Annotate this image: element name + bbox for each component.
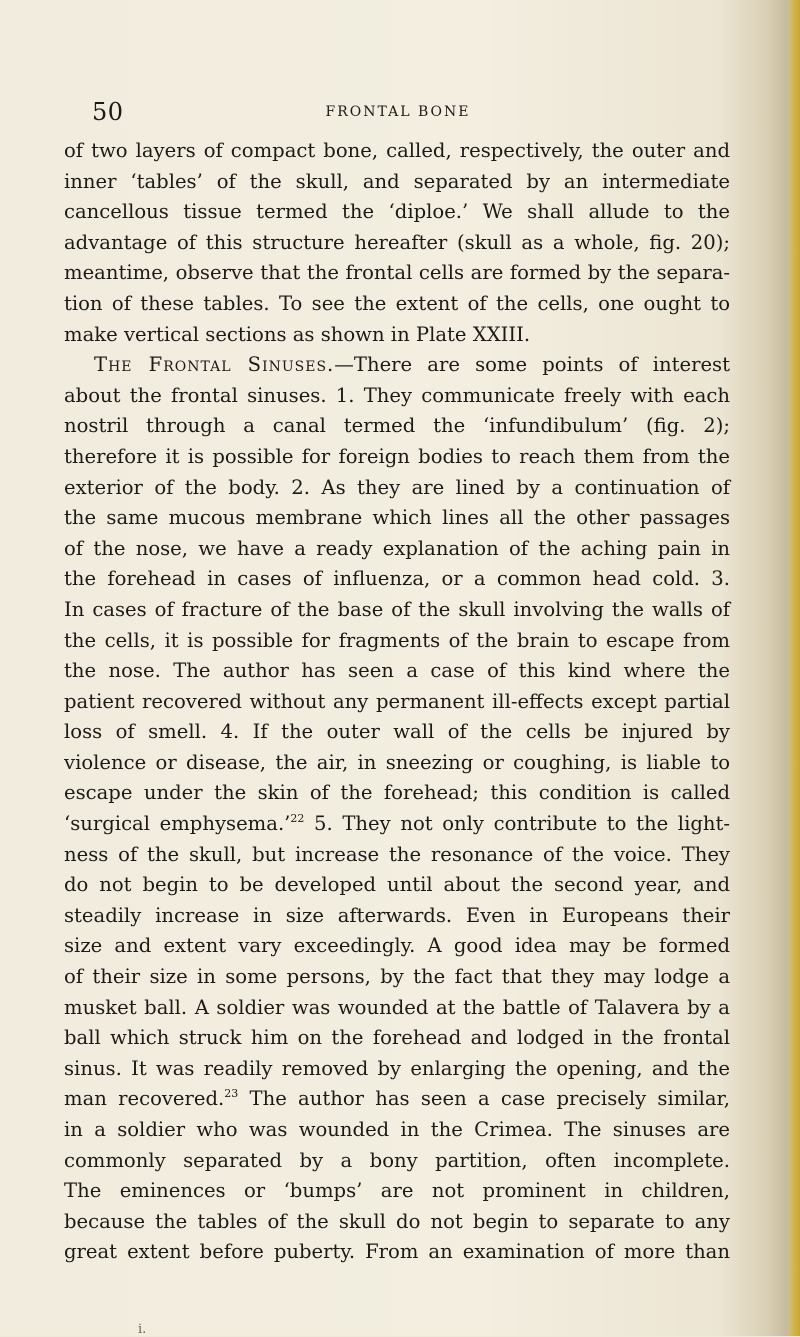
text-line: patient recovered without any permanent ill-effects except partial bbox=[64, 689, 730, 713]
footnote-ref: 22 bbox=[290, 812, 305, 826]
running-head: FRONTAL BONE bbox=[325, 104, 471, 120]
text-line: the same mucous membrane which lines all the other passages bbox=[64, 506, 730, 530]
text-line: violence or disease, the air, in sneezing or coughing, is liable to bbox=[64, 750, 730, 774]
text-line: commonly separated by a bony partition, often incomplete. bbox=[64, 1148, 730, 1172]
text-line: inner ‘tables’ of the skull, and separated by an intermediate bbox=[64, 169, 730, 193]
text-line: musket ball. A soldier was wounded at the battle of Talavera by a bbox=[64, 995, 730, 1019]
text-line: because the tables of the skull do not begin to separate to any bbox=[64, 1209, 730, 1233]
text-line: The eminences or ‘bumps’ are not prominent in children, bbox=[64, 1179, 730, 1203]
text-line: cancellous tissue termed the ‘diploe.’ We shall allude to the bbox=[64, 200, 730, 224]
text-line: steadily increase in size afterwards. Even in Europeans their bbox=[64, 903, 730, 927]
text-line: the forehead in cases of influenza, or a common head cold. 3. bbox=[64, 567, 730, 591]
text-line: in a soldier who was wounded in the Crimea. The sinuses are bbox=[64, 1118, 730, 1141]
text-line: do not begin to be developed until about the second year, and bbox=[64, 873, 730, 897]
text-line: the nose. The author has seen a case of this kind where the bbox=[64, 659, 730, 683]
footnote-ref: 23 bbox=[224, 1087, 239, 1101]
stray-mark: i. bbox=[138, 1322, 147, 1337]
text-line: of the nose, we have a ready explanation of the aching pain in bbox=[64, 536, 730, 560]
text-line: nostril through a canal termed the ‘infundibulum’ (fig. 2); bbox=[64, 414, 730, 438]
text-line: In cases of fracture of the base of the skull involving the walls of bbox=[64, 597, 730, 621]
page-edge bbox=[788, 0, 800, 1336]
text-line: advantage of this structure hereafter (skull as a whole, fig. 20); bbox=[64, 230, 730, 254]
text-line: ball which struck him on the forehead and lodged in the frontal bbox=[64, 1026, 730, 1050]
text-line: size and extent vary exceedingly. A good idea may be formed bbox=[64, 934, 730, 958]
text-line: loss of smell. 4. If the outer wall of the cells be injured by bbox=[64, 720, 730, 744]
section-line bbox=[64, 350, 730, 381]
page-header bbox=[92, 98, 704, 134]
text-line: of two layers of compact bone, called, respectively, the outer and bbox=[64, 139, 730, 162]
text-before-ref: ‘surgical emphysema.’ bbox=[64, 812, 291, 836]
text-after-ref: 5. They not only contribute to the light- bbox=[304, 812, 730, 836]
page-number: 50 bbox=[92, 98, 124, 126]
text-line: of their size in some persons, by the fact that they may lodge a bbox=[64, 965, 730, 989]
text-line: make vertical sections as shown in Plate XXIII. bbox=[64, 322, 531, 346]
text-line: therefore it is possible for foreign bodies to reach them from the bbox=[64, 444, 730, 468]
text-line: ness of the skull, but increase the resonance of the voice. They bbox=[64, 842, 730, 866]
text-line: escape under the skin of the forehead; this condition is called bbox=[64, 781, 730, 805]
text-line: about the frontal sinuses. 1. They communicate freely with each bbox=[64, 383, 730, 407]
text-after-ref: The author has seen a case precisely similar, bbox=[238, 1087, 730, 1111]
text-line: sinus. It was readily removed by enlarging the opening, and the bbox=[64, 1056, 730, 1080]
text-line: meantime, observe that the frontal cells are formed by the separa- bbox=[64, 261, 730, 285]
section-heading: The Frontal Sinuses. bbox=[94, 353, 335, 377]
body-text bbox=[64, 136, 730, 1268]
section-intro: —There are some points of interest bbox=[334, 353, 730, 377]
text-line-footnote bbox=[64, 1084, 730, 1115]
text-before-ref: man recovered. bbox=[64, 1087, 225, 1111]
text-line: exterior of the body. 2. As they are lined by a continuation of bbox=[64, 475, 730, 499]
text-line: the cells, it is possible for fragments of the brain to escape from bbox=[64, 628, 730, 652]
text-line: tion of these tables. To see the extent of the cells, one ought to bbox=[64, 291, 730, 315]
text-line: great extent before puberty. From an examination of more than bbox=[64, 1240, 730, 1264]
text-line-footnote bbox=[64, 809, 730, 840]
